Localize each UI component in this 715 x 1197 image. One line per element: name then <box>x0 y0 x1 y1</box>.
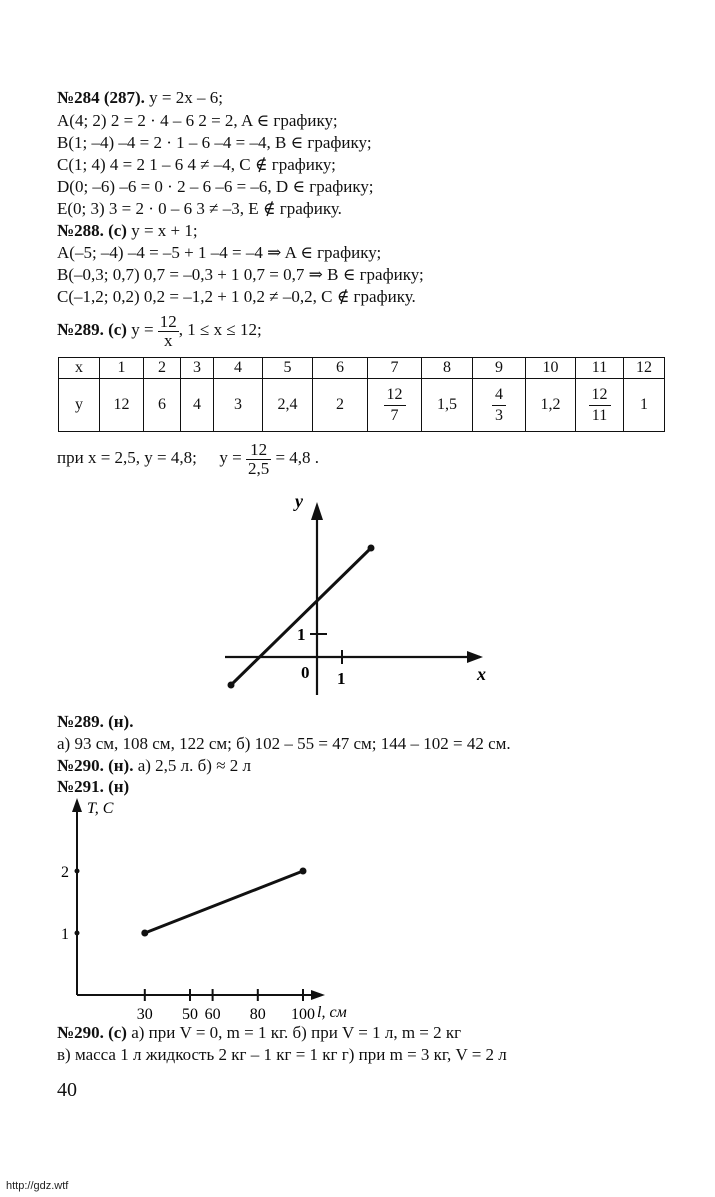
table-cell: 7 <box>368 358 422 379</box>
table-cell-x-label: x <box>59 358 100 379</box>
y-tick <box>75 931 80 936</box>
problem-284-line: C(1; 4) 4 = 2 1 – 6 4 ≠ –4, C ∉ графику; <box>57 155 336 174</box>
fraction-denominator: 11 <box>591 406 608 424</box>
problem-284-header <box>57 88 223 108</box>
series-line <box>145 871 303 933</box>
pri-lhs: y = <box>219 448 242 467</box>
table-cell: 10 <box>526 358 576 379</box>
table-cell: 5 <box>263 358 313 379</box>
data-point <box>300 868 307 875</box>
fraction-numerator: 12 <box>246 441 271 460</box>
table-cell: 2 <box>144 358 181 379</box>
problem-289c-number: №289. (с) <box>57 320 127 339</box>
table-cell-y-label: y <box>59 379 100 432</box>
problem-284-number: №284 (287). <box>57 88 145 107</box>
x-axis-label: l, см <box>317 1004 347 1021</box>
table-cell: 3 <box>181 358 214 379</box>
table-cell: 9 <box>473 358 526 379</box>
problem-284-equation: y = 2x – 6; <box>144 88 223 107</box>
problem-288-header <box>57 221 198 241</box>
watermark-url: http://gdz.wtf <box>6 1180 69 1192</box>
y-axis-label: y <box>295 491 303 511</box>
pri-text: при x = 2,5, y = 4,8; <box>57 448 197 467</box>
problem-288-line: B(–0,3; 0,7) 0,7 = –0,3 + 1 0,7 = 0,7 ⇒ B ∈ графику; <box>57 265 424 284</box>
table-cell: 11 <box>576 358 624 379</box>
graph-endpoint <box>228 682 235 689</box>
problem-290c-number: №290. (с) <box>57 1023 127 1042</box>
problem-290n-text: а) 2,5 л. б) ≈ 2 л <box>133 756 252 775</box>
fraction-denominator: 7 <box>390 406 399 424</box>
problem-290n-number: №290. (н). <box>57 756 134 775</box>
x-axis-arrow-icon <box>467 651 483 663</box>
table-cell: 3 <box>214 379 263 432</box>
problem-290n <box>57 756 251 776</box>
table-cell: 8 <box>422 358 473 379</box>
problem-290c-line1: а) при V = 0, m = 1 кг. б) при V = 1 л, m = 2 кг <box>126 1023 462 1042</box>
y-axis-label: T, C <box>87 800 114 817</box>
y-tick-label: 1 <box>61 926 69 943</box>
fraction-denominator: 2,5 <box>247 458 270 478</box>
origin-label: 0 <box>301 663 310 682</box>
y-tick <box>75 869 80 874</box>
problem-289c-lhs: y = <box>131 320 154 339</box>
data-point <box>141 930 148 937</box>
problem-284-line: D(0; –6) –6 = 0 · 2 – 6 –6 = –6, D ∈ графику; <box>57 177 374 196</box>
table-cell-fraction <box>473 379 526 432</box>
table-cell: 4 <box>181 379 214 432</box>
table-cell: 1 <box>100 358 144 379</box>
y-axis-arrow-icon <box>72 798 82 812</box>
problem-289c-header <box>57 312 262 350</box>
pri-line <box>57 440 319 478</box>
x-tick-label: 60 <box>204 1006 221 1023</box>
x-tick-label: 80 <box>249 1006 266 1023</box>
graph-line-y-x-plus-1 <box>215 490 500 705</box>
table-cell: 6 <box>144 379 181 432</box>
table-cell: 1,5 <box>422 379 473 432</box>
problem-289n-header: №289. (н). <box>57 712 134 731</box>
page-number: 40 <box>57 1079 77 1101</box>
pri-result: = 4,8 . <box>275 448 320 467</box>
table-cell-fraction <box>576 379 624 432</box>
table-cell: 4 <box>214 358 263 379</box>
x-unit-label: 1 <box>337 669 346 688</box>
fraction-numerator: 12 <box>384 385 406 406</box>
fraction-denominator: x <box>164 330 173 350</box>
problem-289c-condition: , 1 ≤ x ≤ 12; <box>178 320 262 339</box>
problem-284-line: E(0; 3) 3 = 2 · 0 – 6 3 ≠ –3, E ∉ графику. <box>57 199 342 218</box>
table-cell: 2 <box>313 379 368 432</box>
fraction-numerator: 4 <box>492 385 506 406</box>
fraction-denominator: 3 <box>495 406 503 424</box>
x-axis-arrow-icon <box>311 990 325 1000</box>
table-cell: 12 <box>100 379 144 432</box>
fraction-numerator: 12 <box>159 311 177 331</box>
problem-288-number: №288. (с) <box>57 221 127 240</box>
table-row-y <box>59 379 665 432</box>
problem-289c-fraction <box>158 313 179 350</box>
problem-284-line: A(4; 2) 2 = 2 · 4 – 6 2 = 2, A ∈ графику; <box>57 111 338 130</box>
graph-endpoint <box>368 545 375 552</box>
x-tick-label: 100 <box>291 1006 315 1023</box>
x-tick-label: 30 <box>136 1006 153 1023</box>
values-table <box>58 357 665 432</box>
problem-289n-line: а) 93 см, 108 см, 122 см; б) 102 – 55 = 47 см; 144 – 102 = 42 см. <box>57 734 511 753</box>
y-tick-label: 2 <box>61 864 69 881</box>
problem-290c-line2: в) масса 1 л жидкость 2 кг – 1 кг = 1 кг г) при m = 3 кг, V = 2 л <box>57 1045 507 1064</box>
table-cell: 1 <box>624 379 665 432</box>
table-cell: 2,4 <box>263 379 313 432</box>
problem-288-equation: y = x + 1; <box>126 221 198 240</box>
x-tick-label: 50 <box>182 1006 198 1023</box>
graph-temperature-length <box>55 795 355 1030</box>
y-axis-arrow-icon <box>311 502 323 520</box>
problem-291n-header: №291. (н) <box>57 777 130 796</box>
y-unit-label: 1 <box>297 625 306 644</box>
table-cell: 12 <box>624 358 665 379</box>
table-row-x <box>59 358 665 379</box>
table-cell: 6 <box>313 358 368 379</box>
table-cell-fraction <box>368 379 422 432</box>
x-axis-label: x <box>477 664 486 684</box>
problem-288-line: C(–1,2; 0,2) 0,2 = –1,2 + 1 0,2 ≠ –0,2, C ∉ графику. <box>57 287 416 306</box>
problem-288-line: A(–5; –4) –4 = –5 + 1 –4 = –4 ⇒ A ∈ графику; <box>57 243 382 262</box>
table-cell: 1,2 <box>526 379 576 432</box>
fraction-numerator: 12 <box>589 385 611 406</box>
problem-290c <box>57 1023 461 1043</box>
problem-284-line: B(1; –4) –4 = 2 · 1 – 6 –4 = –4, B ∈ графику; <box>57 133 372 152</box>
pri-fraction <box>246 441 271 478</box>
